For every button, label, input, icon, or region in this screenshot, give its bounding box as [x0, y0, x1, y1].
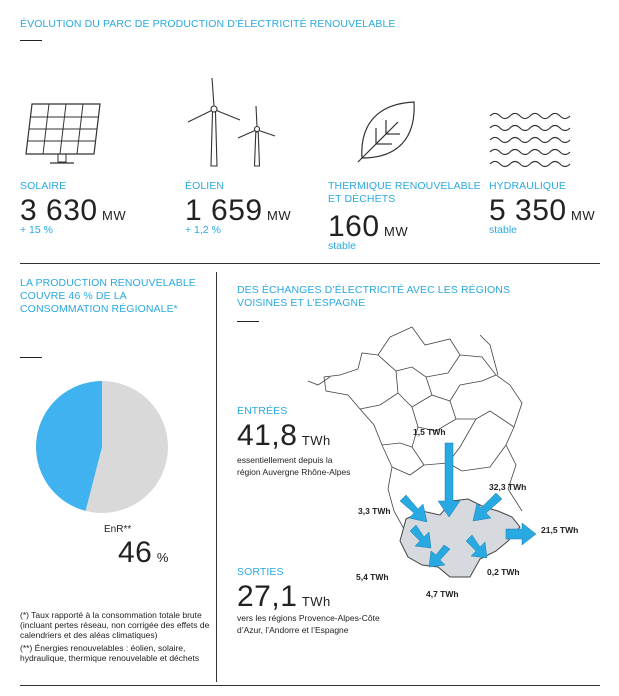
footnote-1: (*) Taux rapporté à la consommation totale brute (incluant pertes réseau, non corrigée des effets de calendriers et des aléas climatiques)	[20, 610, 210, 640]
leaf-icon	[354, 98, 420, 164]
outputs-value: 27,1	[237, 580, 298, 613]
flow-label-north: 1,5 TWh	[413, 427, 446, 437]
stat-solar-label: SOLAIRE	[20, 180, 67, 192]
coverage-unit: %	[156, 550, 169, 565]
coverage-value: 46	[118, 536, 153, 569]
flow-label-south: 4,7 TWh	[426, 589, 459, 599]
bottom-divider	[20, 685, 600, 686]
footnote-2: (**) Énergies renouvelables : éolien, solaire, hydraulique, thermique renouvelable et déchets	[20, 643, 200, 663]
stat-wind-value-row	[185, 196, 291, 226]
inputs-value: 41,8	[237, 419, 298, 452]
outputs-description: vers les régions Provence-Alpes-Côte d’Azur, l’Andorre et l’Espagne	[237, 613, 380, 635]
france-regions-map	[300, 315, 540, 590]
inputs-label: ENTRÉES	[237, 405, 288, 417]
coverage-value-row	[118, 538, 169, 568]
stat-hydro-value-row	[489, 196, 595, 226]
solar-panel-icon	[22, 100, 104, 172]
flow-label-northeast: 32,3 TWh	[489, 482, 527, 492]
flow-label-southeast: 0,2 TWh	[487, 567, 520, 577]
outputs-value-row	[237, 582, 331, 612]
stat-thermal-change: stable	[328, 240, 357, 252]
stat-thermal-value-row	[328, 212, 408, 242]
coverage-heading: LA PRODUCTION RENOUVELABLE COUVRE 46 % DE LA CONSOMMATION RÉGIONALE*	[20, 277, 196, 315]
inputs-unit: TWh	[301, 433, 331, 448]
stat-thermal-unit: MW	[384, 224, 409, 239]
stat-solar-value-row	[20, 196, 126, 226]
page-title: ÉVOLUTION DU PARC DE PRODUCTION D’ÉLECTRICITÉ RENOUVELABLE	[20, 18, 396, 30]
stat-solar-unit: MW	[102, 208, 127, 223]
stat-solar-change: + 15 %	[20, 224, 53, 236]
stat-wind-label: ÉOLIEN	[185, 180, 225, 192]
coverage-label: EnR**	[104, 524, 132, 535]
flow-label-east: 21,5 TWh	[541, 525, 579, 535]
coverage-rule	[20, 357, 42, 358]
inputs-value-row	[237, 421, 331, 451]
exchanges-rule	[237, 321, 259, 322]
stat-thermal-value: 160	[328, 210, 380, 243]
section-divider	[20, 263, 600, 264]
stat-wind-change: + 1,2 %	[185, 224, 221, 236]
stat-hydro-change: stable	[489, 224, 518, 236]
wind-turbine-icon	[182, 76, 277, 168]
column-divider	[216, 272, 217, 682]
waves-icon	[488, 110, 572, 172]
flow-label-west: 5,4 TWh	[356, 572, 389, 582]
outputs-label: SORTIES	[237, 566, 284, 578]
outputs-unit: TWh	[301, 594, 331, 609]
title-rule	[20, 40, 42, 41]
stat-hydro-value: 5 350	[489, 194, 567, 227]
stat-hydro-label: HYDRAULIQUE	[489, 180, 566, 192]
coverage-pie-chart	[32, 377, 172, 517]
stat-thermal-label: THERMIQUE RENOUVELABLE ET DÉCHETS	[328, 180, 481, 205]
inputs-description: essentiellement depuis la région Auvergne Rhône-Alpes	[237, 455, 351, 477]
stat-hydro-unit: MW	[571, 208, 596, 223]
exchanges-heading: DES ÉCHANGES D’ÉLECTRICITÉ AVEC LES RÉGIONS VOISINES ET L’ESPAGNE	[237, 284, 511, 309]
stat-solar-value: 3 630	[20, 194, 98, 227]
flow-label-northwest: 3,3 TWh	[358, 506, 391, 516]
stat-wind-unit: MW	[267, 208, 292, 223]
stat-wind-value: 1 659	[185, 194, 263, 227]
